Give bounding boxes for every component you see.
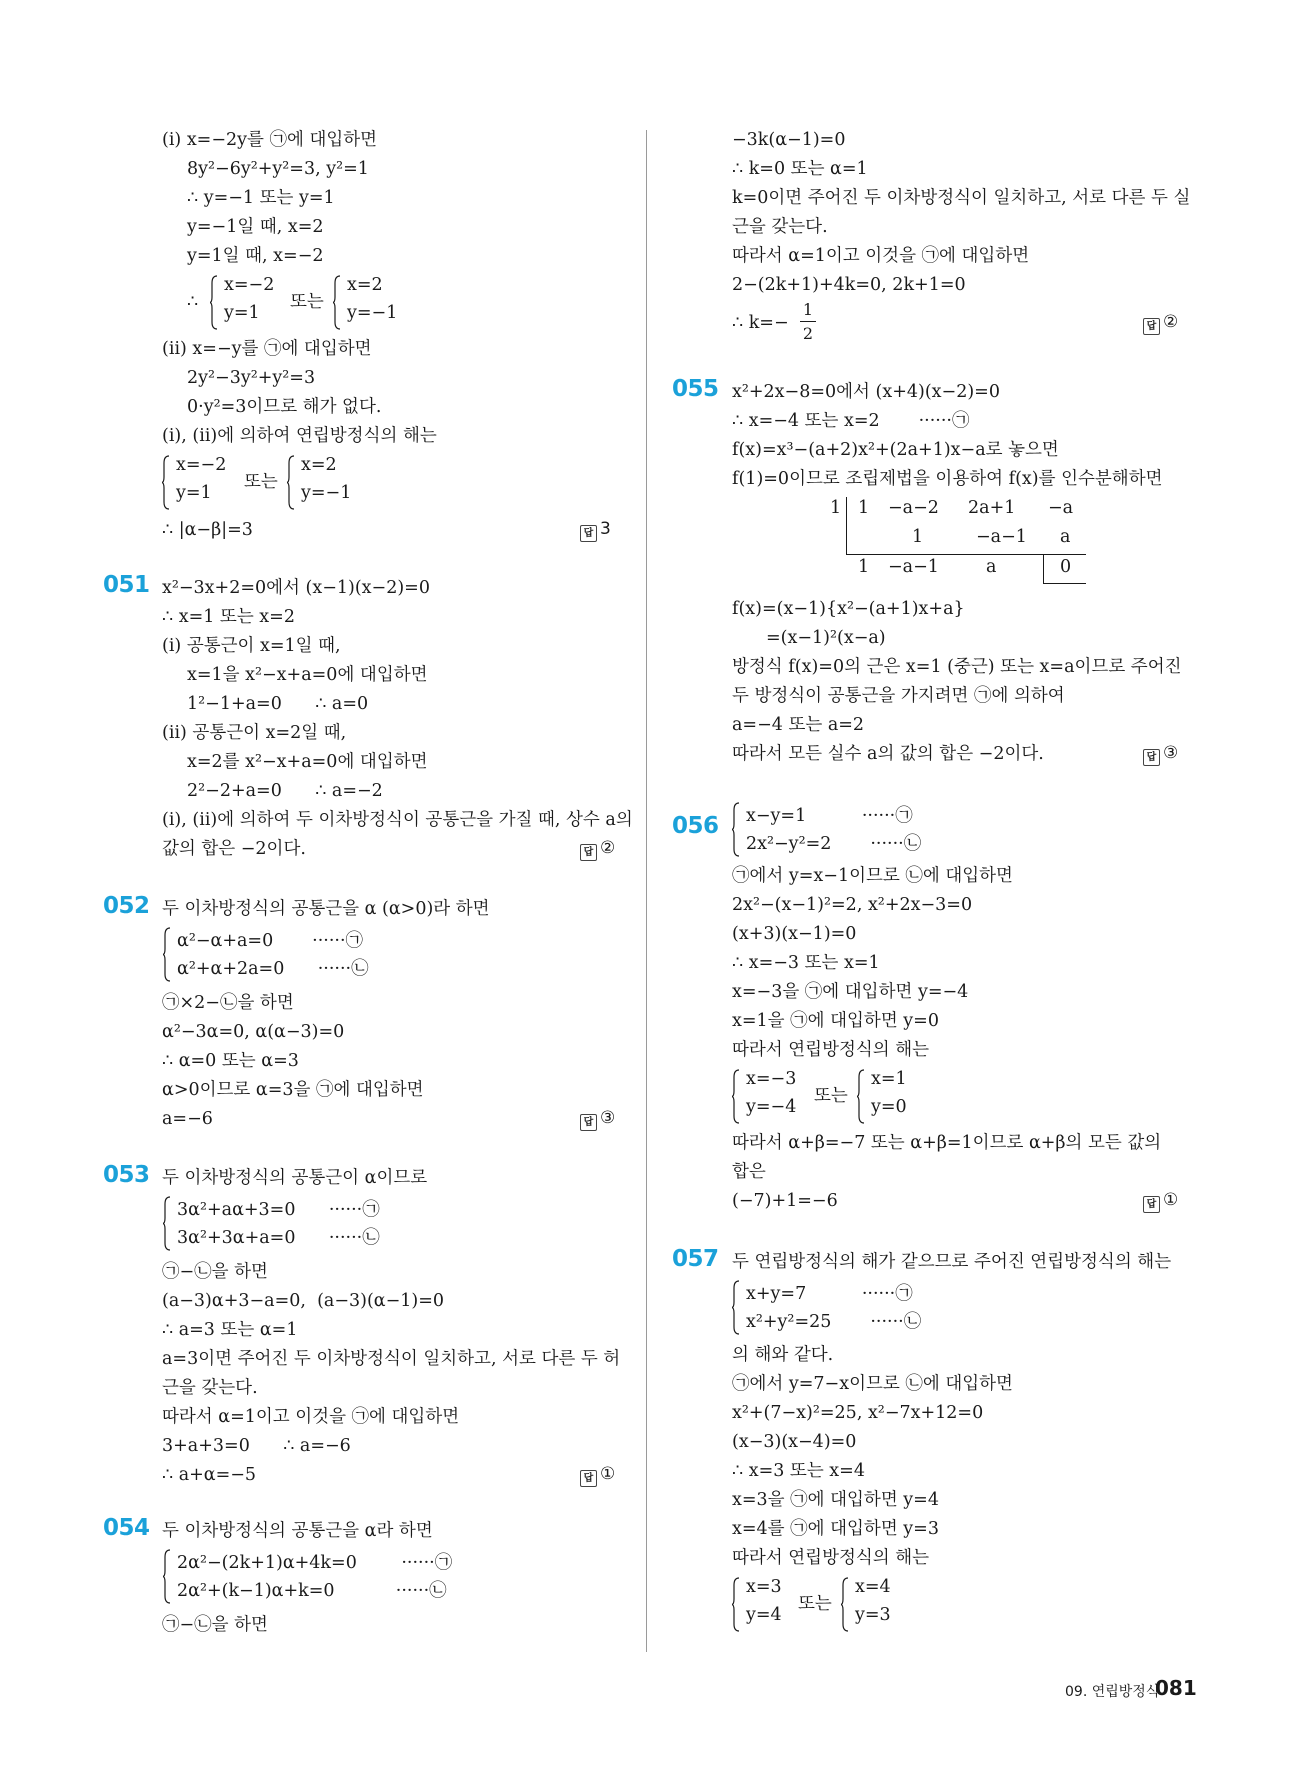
text-line: f(x)=x³−(a+2)x²+(2a+1)x−a로 놓으면 [732, 440, 1059, 460]
text-line: 두 연립방정식의 해가 같으므로 주어진 연립방정식의 해는 [732, 1252, 1172, 1272]
coefficient: 2a+1 [968, 498, 1016, 518]
problem-number: 052 [103, 893, 150, 919]
equation-system: x=4 y=3 [841, 1577, 921, 1632]
or-label: 또는 [244, 472, 278, 492]
text-line: 따라서 연립방정식의 해는 [732, 1040, 930, 1060]
text-line: x=1을 ㉠에 대입하면 y=0 [732, 1011, 939, 1031]
column-divider [646, 130, 647, 1652]
text-line: ㉠−㉡을 하면 [162, 1615, 268, 1635]
text-line: (ⅱ) 공통근이 x=2일 때, [162, 723, 347, 743]
text-line: ∴ y=−1 또는 y=1 [187, 188, 335, 208]
text-line: 두 방정식이 공통근을 가지려면 ㉠에 의하여 [732, 686, 1065, 706]
text-line: a=3이면 주어진 두 이차방정식이 일치하고, 서로 다른 두 허 [162, 1349, 621, 1369]
coefficient: −a−1 [888, 557, 939, 577]
text-line: a=−4 또는 a=2 [732, 715, 865, 735]
text-line: ∴ a=3 또는 α=1 [162, 1320, 298, 1340]
text-line: x²−3x+2=0에서 (x−1)(x−2)=0 [162, 578, 430, 598]
text-line: 2−(2k+1)+4k=0, 2k+1=0 [732, 275, 966, 295]
fraction: 1 2 [800, 300, 816, 343]
text-line: (ⅰ) x=−2y를 ㉠에 대입하면 [162, 130, 378, 150]
or-label: 또는 [814, 1086, 848, 1106]
text-line: 따라서 α=1이고 이것을 ㉠에 대입하면 [732, 246, 1030, 266]
equation-system: α²−α+a=0 ······㉠ α²+α+2a=0 ······㉡ [163, 927, 403, 982]
text-line: ∴ α=0 또는 α=3 [162, 1051, 299, 1071]
coefficient: 1 [858, 557, 870, 577]
or-label: 또는 [290, 292, 324, 312]
coefficient: a [1060, 527, 1071, 547]
equation-system: x=1 y=0 [857, 1069, 937, 1124]
problem-number: 055 [672, 376, 719, 402]
text-line: x=2를 x²−x+a=0에 대입하면 [187, 752, 428, 772]
coefficient: −a−1 [976, 527, 1027, 547]
problem-number: 053 [103, 1162, 150, 1188]
text-line: 0·y²=3이므로 해가 없다. [187, 397, 382, 417]
text-line: ㉠−㉡을 하면 [162, 1262, 268, 1282]
or-label: 또는 [798, 1594, 832, 1614]
text-line: (x+3)(x−1)=0 [732, 924, 857, 944]
problem-number: 054 [103, 1515, 150, 1541]
text-line: 1²−1+a=0 ∴ a=0 [187, 694, 369, 714]
text-line: y=1일 때, x=−2 [187, 246, 324, 266]
text-line: a=−6 [162, 1109, 213, 1129]
text-line: 8y²−6y²+y²=3, y²=1 [187, 159, 369, 179]
text-line: α>0이므로 α=3을 ㉠에 대입하면 [162, 1080, 424, 1100]
problem-number: 057 [672, 1246, 719, 1272]
text-line: f(x)=(x−1){x²−(a+1)x+a} [732, 599, 965, 619]
text-line: (a−3)α+3−a=0, (a−3)(α−1)=0 [162, 1291, 445, 1311]
text-line: 두 이차방정식의 공통근이 α이므로 [162, 1168, 428, 1188]
coefficient: −a [1048, 498, 1074, 518]
answer-label: 답 ③ [580, 1108, 615, 1131]
text-line: (ⅰ) 공통근이 x=1일 때, [162, 636, 341, 656]
text-line: 값의 합은 −2이다. [162, 839, 306, 859]
answer-label: 답 ① [1143, 1190, 1178, 1213]
equation-system: x=−2 y=1 [210, 275, 290, 330]
problem-number: 051 [103, 572, 150, 598]
text-line: 두 이차방정식의 공통근을 α라 하면 [162, 1521, 433, 1541]
text-line: x=3을 ㉠에 대입하면 y=4 [732, 1490, 939, 1510]
text-line: −3k(α−1)=0 [732, 130, 846, 150]
answer-label: 답 3 [580, 519, 611, 542]
text-line: 따라서 연립방정식의 해는 [732, 1548, 930, 1568]
text-line: 합은 [732, 1162, 766, 1182]
text-line: (ⅱ) x=−y를 ㉠에 대입하면 [162, 339, 372, 359]
text-line: 두 이차방정식의 공통근을 α (α>0)라 하면 [162, 899, 490, 919]
answer-label: 답 ② [580, 838, 615, 861]
text-line: ∴ |α−β|=3 [162, 520, 253, 540]
equation-system: 2α²−(2k+1)α+4k=0 ······㉠ 2α²+(k−1)α+k=0 ······㉡ [163, 1549, 473, 1604]
text-line: (−7)+1=−6 [732, 1191, 838, 1211]
text-line: ∴ x=1 또는 x=2 [162, 607, 295, 627]
chapter-label: 09. 연립방정식 [1065, 1684, 1160, 1700]
text-line: 따라서 모든 실수 a의 값의 합은 −2이다. [732, 744, 1044, 764]
text-line: ∴ k=− [732, 313, 789, 333]
text-line: (ⅰ), (ⅱ)에 의하여 연립방정식의 해는 [162, 426, 437, 446]
equation-system: x=3 y=4 [732, 1577, 812, 1632]
text-line: ∴ k=0 또는 α=1 [732, 159, 868, 179]
text-line: α²−3α=0, α(α−3)=0 [162, 1022, 345, 1042]
text-line: ㉠×2−㉡을 하면 [162, 993, 294, 1013]
problem-number: 056 [672, 813, 719, 839]
therefore-symbol: ∴ [187, 292, 199, 312]
text-line: ㉠에서 y=x−1이므로 ㉡에 대입하면 [732, 866, 1013, 886]
text-line: x=4를 ㉠에 대입하면 y=3 [732, 1519, 939, 1539]
equation-system: x+y=7 ······㉠ x²+y²=25 ······㉡ [732, 1280, 982, 1335]
equation-system: x=−2 y=1 [162, 455, 242, 510]
coefficient: 1 [912, 527, 924, 547]
division-root: 1 [830, 498, 842, 518]
text-line: ∴ a+α=−5 [162, 1465, 257, 1485]
text-line: ∴ x=−3 또는 x=1 [732, 953, 880, 973]
text-line: 따라서 α+β=−7 또는 α+β=1이므로 α+β의 모든 값의 [732, 1133, 1162, 1153]
text-line: 2x²−(x−1)²=2, x²+2x−3=0 [732, 895, 973, 915]
coefficient: 1 [858, 498, 870, 518]
coefficient: −a−2 [888, 498, 939, 518]
text-line: x²+2x−8=0에서 (x+4)(x−2)=0 [732, 382, 1000, 402]
text-line: 3+a+3=0 ∴ a=−6 [162, 1436, 351, 1456]
equation-system: 3α²+aα+3=0 ······㉠ 3α²+3α+a=0 ······㉡ [163, 1196, 423, 1251]
text-line: y=−1일 때, x=2 [187, 217, 324, 237]
text-line: x=1을 x²−x+a=0에 대입하면 [187, 665, 428, 685]
answer-label: 답 ① [580, 1464, 615, 1487]
equation-system: x−y=1 ······㉠ 2x²−y²=2 ······㉡ [732, 802, 982, 857]
text-line: 의 해와 같다. [732, 1345, 834, 1365]
text-line: 따라서 α=1이고 이것을 ㉠에 대입하면 [162, 1407, 460, 1427]
answer-label: 답 ② [1143, 312, 1178, 335]
text-line: x²+(7−x)²=25, x²−7x+12=0 [732, 1403, 984, 1423]
text-line: x=−3을 ㉠에 대입하면 y=−4 [732, 982, 969, 1002]
coefficient: a [986, 557, 997, 577]
equation-system: x=2 y=−1 [287, 455, 367, 510]
text-line: ∴ x=−4 또는 x=2 ······㉠ [732, 411, 970, 431]
coefficient: 0 [1060, 557, 1072, 577]
text-line: 근을 갖는다. [732, 217, 828, 237]
text-line: 방정식 f(x)=0의 근은 x=1 (중근) 또는 x=a이므로 주어진 [732, 657, 1182, 677]
page-number: 081 [1155, 1676, 1197, 1700]
answer-label: 답 ③ [1143, 743, 1178, 766]
text-line: k=0이면 주어진 두 이차방정식이 일치하고, 서로 다른 두 실 [732, 188, 1191, 208]
equation-system: x=2 y=−1 [333, 275, 413, 330]
equation-system: x=−3 y=−4 [732, 1069, 812, 1124]
text-line: ㉠에서 y=7−x이므로 ㉡에 대입하면 [732, 1374, 1013, 1394]
text-line: 2²−2+a=0 ∴ a=−2 [187, 781, 383, 801]
text-line: ∴ x=3 또는 x=4 [732, 1461, 865, 1481]
text-line: =(x−1)²(x−a) [766, 628, 886, 648]
text-line: 근을 갖는다. [162, 1378, 258, 1398]
text-line: (x−3)(x−4)=0 [732, 1432, 857, 1452]
text-line: (ⅰ), (ⅱ)에 의하여 두 이차방정식이 공통근을 가질 때, 상수 a의 [162, 810, 633, 830]
text-line: f(1)=0이므로 조립제법을 이용하여 f(x)를 인수분해하면 [732, 469, 1163, 489]
text-line: 2y²−3y²+y²=3 [187, 368, 316, 388]
